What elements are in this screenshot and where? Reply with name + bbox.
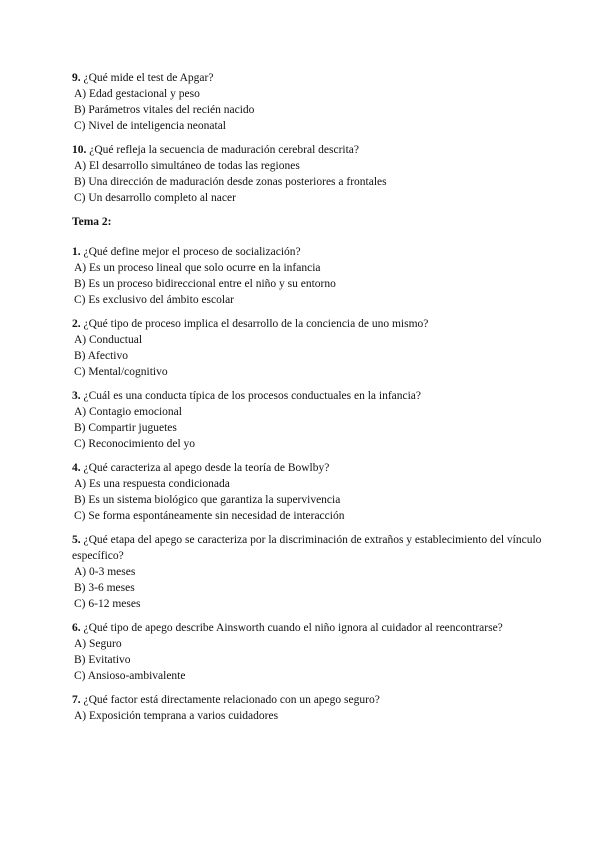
- question-stem: [72, 692, 542, 708]
- answer-option: C) Es exclusivo del ámbito escolar: [74, 294, 235, 306]
- question-stem: [72, 532, 542, 564]
- answer-option: C) Ansioso-ambivalente: [74, 670, 186, 682]
- question-text: ¿Qué etapa del apego se caracteriza por la discriminación de extraños y establecimiento del vínculo específico?: [72, 534, 542, 562]
- question-stem: [72, 70, 542, 86]
- question-10: [72, 142, 542, 206]
- answer-option: A) El desarrollo simultáneo de todas las regiones: [74, 160, 300, 172]
- question-number: 9.: [72, 72, 81, 84]
- question-number: 3.: [72, 390, 81, 402]
- question-stem: [72, 620, 542, 636]
- question-text: ¿Qué caracteriza al apego desde la teoría de Bowlby?: [83, 462, 330, 474]
- document-content: [72, 70, 542, 732]
- question-stem: [72, 142, 542, 158]
- question-t2-5: [72, 532, 542, 612]
- answer-option: B) Es un proceso bidireccional entre el niño y su entorno: [74, 278, 336, 290]
- answer-option: C) Nivel de inteligencia neonatal: [74, 120, 226, 132]
- answer-option: A) 0-3 meses: [74, 566, 136, 578]
- question-t2-6: [72, 620, 542, 684]
- answer-option: A) Seguro: [74, 638, 122, 650]
- answer-option: B) Compartir juguetes: [74, 422, 177, 434]
- question-9: [72, 70, 542, 134]
- answer-option: B) 3-6 meses: [74, 582, 135, 594]
- question-text: ¿Qué define mejor el proceso de socialización?: [83, 246, 301, 258]
- answer-option: A) Conductual: [74, 334, 143, 346]
- question-t2-2: [72, 316, 542, 380]
- question-number: 1.: [72, 246, 81, 258]
- answer-option: A) Contagio emocional: [74, 406, 182, 418]
- answer-option: B) Evitativo: [74, 654, 131, 666]
- question-t2-4: [72, 460, 542, 524]
- answer-option: C) Mental/cognitivo: [74, 366, 168, 378]
- question-number: 4.: [72, 462, 81, 474]
- question-t2-3: [72, 388, 542, 452]
- question-number: 10.: [72, 144, 87, 156]
- question-number: 5.: [72, 534, 81, 546]
- answer-option: B) Afectivo: [74, 350, 128, 362]
- answer-option: B) Es un sistema biológico que garantiza la supervivencia: [74, 494, 341, 506]
- answer-option: A) Exposición temprana a varios cuidadores: [74, 710, 279, 722]
- answer-option: C) Reconocimiento del yo: [74, 438, 196, 450]
- question-text: ¿Qué refleja la secuencia de maduración cerebral descrita?: [89, 144, 360, 156]
- question-t2-1: [72, 244, 542, 308]
- question-text: ¿Qué tipo de proceso implica el desarrollo de la conciencia de uno mismo?: [83, 318, 429, 330]
- answer-option: A) Edad gestacional y peso: [74, 88, 200, 100]
- question-stem: [72, 460, 542, 476]
- question-text: ¿Qué tipo de apego describe Ainsworth cuando el niño ignora al cuidador al reencontrarse?: [83, 622, 503, 634]
- question-text: ¿Cuál es una conducta típica de los procesos conductuales en la infancia?: [83, 390, 422, 402]
- question-stem: [72, 244, 542, 260]
- question-t2-7: [72, 692, 542, 724]
- answer-option: B) Parámetros vitales del recién nacido: [74, 104, 255, 116]
- question-stem: [72, 316, 542, 332]
- question-number: 2.: [72, 318, 81, 330]
- answer-option: A) Es un proceso lineal que solo ocurre en la infancia: [74, 262, 321, 274]
- section-title: Tema 2:: [72, 216, 112, 228]
- question-number: 7.: [72, 694, 81, 706]
- answer-option: C) Se forma espontáneamente sin necesidad de interacción: [74, 510, 345, 522]
- question-stem: [72, 388, 542, 404]
- question-number: 6.: [72, 622, 81, 634]
- question-text: ¿Qué factor está directamente relacionado con un apego seguro?: [83, 694, 380, 706]
- answer-option: A) Es una respuesta condicionada: [74, 478, 230, 490]
- question-text: ¿Qué mide el test de Apgar?: [83, 72, 214, 84]
- answer-option: C) 6-12 meses: [74, 598, 141, 610]
- answer-option: C) Un desarrollo completo al nacer: [74, 192, 236, 204]
- answer-option: B) Una dirección de maduración desde zonas posteriores a frontales: [74, 176, 387, 188]
